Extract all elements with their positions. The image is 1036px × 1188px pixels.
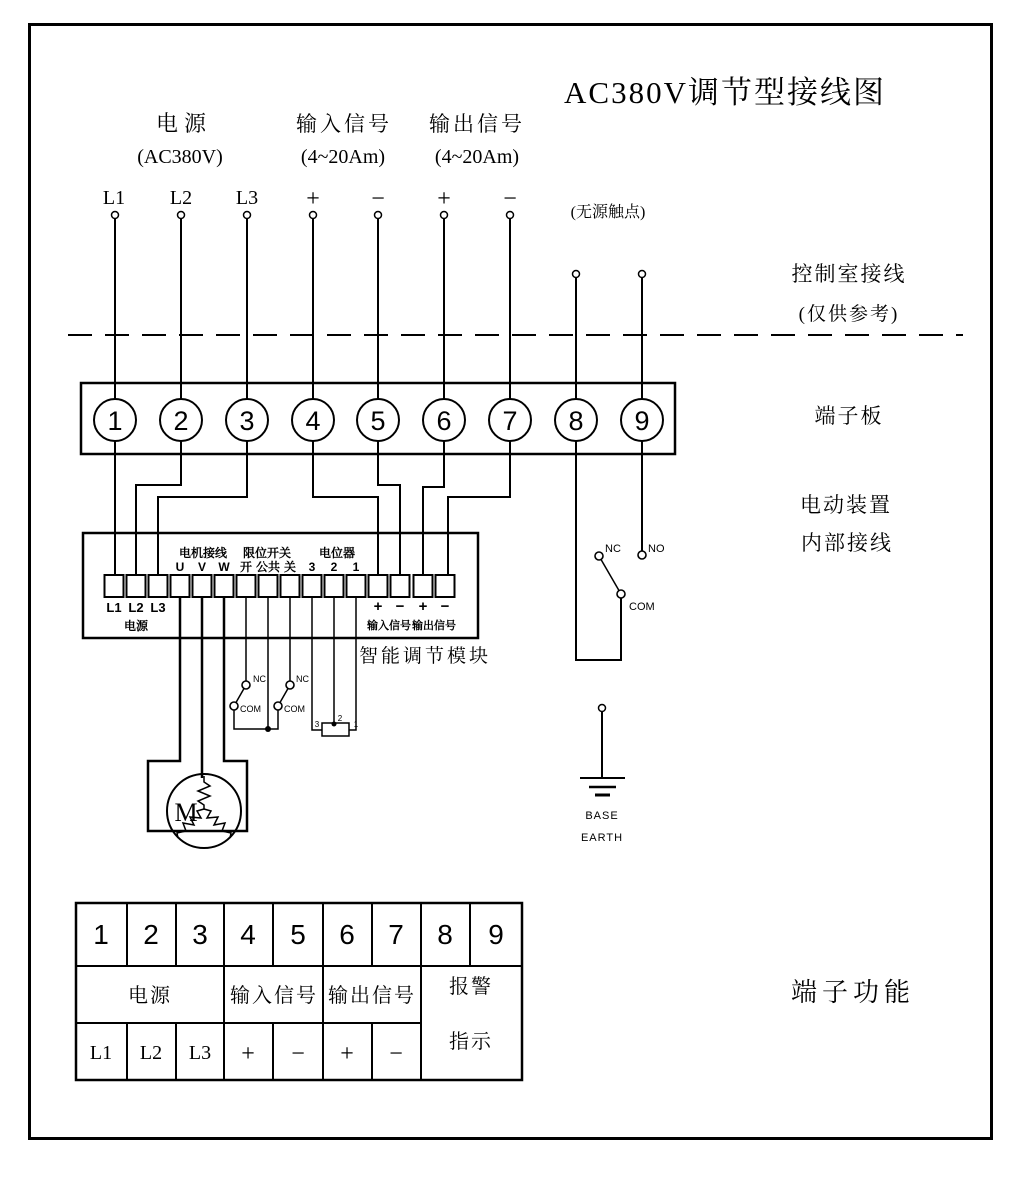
input-signal-header-line1: 输入信号 bbox=[296, 112, 392, 136]
board-number-3: 3 bbox=[239, 406, 255, 436]
terminal-label-output-plus: + bbox=[437, 186, 451, 212]
table-pin-minus-in: − bbox=[291, 1041, 305, 1067]
table-group-power: 电源 bbox=[128, 985, 172, 1007]
board-to-module-wires bbox=[115, 441, 510, 575]
note-terminal-function: 端子功能 bbox=[790, 978, 916, 1007]
terminal-node-l1 bbox=[112, 212, 119, 219]
note-control-room: 控制室接线 bbox=[791, 262, 907, 286]
module-pin-pot1: 1 bbox=[352, 560, 360, 574]
table-group-input: 输入信号 bbox=[230, 985, 318, 1007]
module-power-pin-l2: L2 bbox=[128, 600, 144, 615]
wire-motor-u-w-bracket bbox=[148, 597, 247, 831]
module-terminal-row bbox=[105, 575, 455, 597]
note-terminal-board: 端子板 bbox=[814, 404, 884, 428]
board-number-5: 5 bbox=[370, 406, 386, 436]
potentiometer bbox=[312, 597, 359, 736]
table-number-9: 9 bbox=[488, 919, 504, 950]
table-pin-l1: L1 bbox=[89, 1042, 113, 1064]
table-pin-minus-out: − bbox=[389, 1041, 403, 1067]
module-pin-pot2: 2 bbox=[330, 560, 338, 574]
module-group-limit-label: 限位开关 bbox=[242, 546, 292, 560]
table-number-7: 7 bbox=[388, 919, 404, 950]
module-sign-output-minus: − bbox=[440, 598, 450, 615]
smart-module-name: 智能调节模块 bbox=[358, 646, 492, 667]
note-reference-only: (仅供参考) bbox=[798, 304, 900, 325]
terminal-label-l3: L3 bbox=[235, 187, 259, 209]
board-number-7: 7 bbox=[502, 406, 518, 436]
table-number-5: 5 bbox=[290, 919, 306, 950]
side-annotations bbox=[791, 262, 915, 1007]
module-pin-v: V bbox=[197, 560, 207, 574]
limit-open-nc-label: NC bbox=[253, 674, 266, 684]
output-signal-header-line2: (4~20Am) bbox=[434, 146, 520, 168]
note-device-line1: 电动装置 bbox=[800, 493, 892, 517]
module-pin-open: 开 bbox=[239, 560, 253, 574]
input-signal-header-line2: (4~20Am) bbox=[300, 146, 386, 168]
module-box-2 bbox=[127, 575, 146, 597]
board-number-2: 2 bbox=[173, 406, 189, 436]
table-number-4: 4 bbox=[240, 919, 256, 950]
limit-switches bbox=[230, 597, 309, 732]
table-number-1: 1 bbox=[93, 919, 109, 950]
column-headers bbox=[137, 111, 525, 168]
terminal-label-output-minus: − bbox=[503, 186, 517, 212]
limit-open-com-contact bbox=[230, 702, 238, 710]
module-power-label: 电源 bbox=[123, 619, 149, 633]
earth-symbol bbox=[580, 705, 625, 845]
terminal-node-input-minus bbox=[375, 212, 382, 219]
motor-winding-top bbox=[198, 776, 210, 809]
diagram-title: AC380V调节型接线图 bbox=[564, 75, 886, 110]
top-terminals bbox=[103, 186, 646, 399]
board-number-6: 6 bbox=[436, 406, 452, 436]
module-group-motor-label: 电机接线 bbox=[178, 546, 228, 560]
module-input-label: 输入信号 bbox=[367, 620, 411, 632]
power-header-line1: 电源 bbox=[155, 111, 213, 136]
terminal-node-alarm-8 bbox=[573, 271, 580, 278]
module-box-11 bbox=[325, 575, 344, 597]
terminal-function-table bbox=[76, 903, 522, 1080]
terminal-label-l2: L2 bbox=[169, 187, 193, 209]
alarm-switch-arm bbox=[599, 556, 621, 594]
wire-pot-1 bbox=[349, 597, 356, 730]
terminal-node-l3 bbox=[244, 212, 251, 219]
module-pin-common: 公共 bbox=[255, 560, 281, 574]
module-pin-u: U bbox=[175, 560, 185, 574]
motor-winding-right bbox=[204, 809, 231, 838]
module-box-6 bbox=[215, 575, 234, 597]
alarm-nc-label: NC bbox=[605, 543, 621, 555]
module-box-1 bbox=[105, 575, 124, 597]
smart-module bbox=[83, 533, 478, 638]
table-number-3: 3 bbox=[192, 919, 208, 950]
wire-t5-module bbox=[378, 441, 400, 575]
alarm-com-contact bbox=[617, 590, 625, 598]
power-header-line2: (AC380V) bbox=[137, 146, 223, 168]
alarm-no-contact bbox=[638, 551, 646, 559]
alarm-switch bbox=[576, 441, 665, 660]
module-box-9 bbox=[281, 575, 300, 597]
table-pin-l2: L2 bbox=[139, 1042, 163, 1064]
module-box-5 bbox=[193, 575, 212, 597]
module-group-pot-label: 电位器 bbox=[318, 546, 356, 560]
alarm-com-label: COM bbox=[629, 601, 655, 613]
table-group-output: 输出信号 bbox=[328, 985, 416, 1007]
pot-pin-2-label: 2 bbox=[337, 714, 343, 723]
table-number-6: 6 bbox=[339, 919, 355, 950]
terminal-label-input-minus: − bbox=[371, 186, 385, 212]
limit-close-nc-label: NC bbox=[296, 674, 309, 684]
terminal-node-alarm-9 bbox=[639, 271, 646, 278]
limit-close-com-label: COM bbox=[284, 704, 305, 714]
table-alarm-line2: 指示 bbox=[449, 1031, 493, 1053]
junction-dot-limit-common bbox=[265, 726, 271, 732]
module-power-pin-l3: L3 bbox=[150, 600, 166, 615]
limit-open-com-label: COM bbox=[240, 704, 261, 714]
board-number-8: 8 bbox=[568, 406, 584, 436]
board-number-9: 9 bbox=[634, 406, 650, 436]
module-box-8 bbox=[259, 575, 278, 597]
pot-pin-3-label: 3 bbox=[314, 720, 320, 729]
terminal-label-l1: L1 bbox=[102, 187, 126, 209]
limit-close-nc-contact bbox=[286, 681, 294, 689]
terminal-node-output-plus bbox=[441, 212, 448, 219]
table-number-8: 8 bbox=[437, 919, 453, 950]
limit-open-nc-contact bbox=[242, 681, 250, 689]
pot-pin-1-label: 1 bbox=[353, 720, 359, 729]
table-pin-plus-out: + bbox=[340, 1041, 354, 1067]
terminal-node-l2 bbox=[178, 212, 185, 219]
table-pin-l3: L3 bbox=[188, 1042, 212, 1064]
limit-close-com-contact bbox=[274, 702, 282, 710]
module-box-4 bbox=[171, 575, 190, 597]
table-number-2: 2 bbox=[143, 919, 159, 950]
alarm-no-label: NO bbox=[648, 543, 665, 555]
module-power-pin-l1: L1 bbox=[106, 600, 122, 615]
wire-t6-module bbox=[423, 441, 444, 575]
terminal-node-output-minus bbox=[507, 212, 514, 219]
module-pin-w: W bbox=[218, 560, 230, 574]
terminal-board-circles bbox=[94, 399, 663, 441]
module-box-10 bbox=[303, 575, 322, 597]
module-pin-pot3: 3 bbox=[308, 560, 316, 574]
module-sign-output-plus: + bbox=[418, 598, 428, 615]
motor-label: M bbox=[174, 798, 198, 827]
module-sign-input-minus: − bbox=[395, 598, 405, 615]
passive-contact-label: (无源触点) bbox=[570, 204, 646, 221]
module-sign-input-plus: + bbox=[373, 598, 383, 615]
module-box-14 bbox=[391, 575, 410, 597]
module-box-16 bbox=[436, 575, 455, 597]
potentiometer-wiper-dot bbox=[332, 722, 337, 727]
terminal-label-input-plus: + bbox=[306, 186, 320, 212]
board-number-1: 1 bbox=[107, 406, 123, 436]
earth-label-earth: EARTH bbox=[580, 832, 624, 844]
module-box-12 bbox=[347, 575, 366, 597]
earth-terminal-node bbox=[599, 705, 606, 712]
terminal-node-input-plus bbox=[310, 212, 317, 219]
module-box-15 bbox=[414, 575, 433, 597]
wire-pot-3 bbox=[312, 597, 322, 730]
output-signal-header-line1: 输出信号 bbox=[429, 112, 525, 136]
board-number-4: 4 bbox=[305, 406, 321, 436]
motor-circuit bbox=[148, 597, 247, 848]
alarm-nc-contact bbox=[595, 552, 603, 560]
earth-label-base: BASE bbox=[585, 810, 619, 822]
module-output-label: 输出信号 bbox=[412, 620, 456, 632]
module-box-13 bbox=[369, 575, 388, 597]
note-device-line2: 内部接线 bbox=[801, 531, 893, 555]
module-box-3 bbox=[149, 575, 168, 597]
module-box-7 bbox=[237, 575, 256, 597]
table-pin-plus-in: + bbox=[241, 1041, 255, 1067]
module-pin-close: 关 bbox=[283, 560, 297, 574]
table-alarm-line1: 报警 bbox=[449, 976, 493, 998]
